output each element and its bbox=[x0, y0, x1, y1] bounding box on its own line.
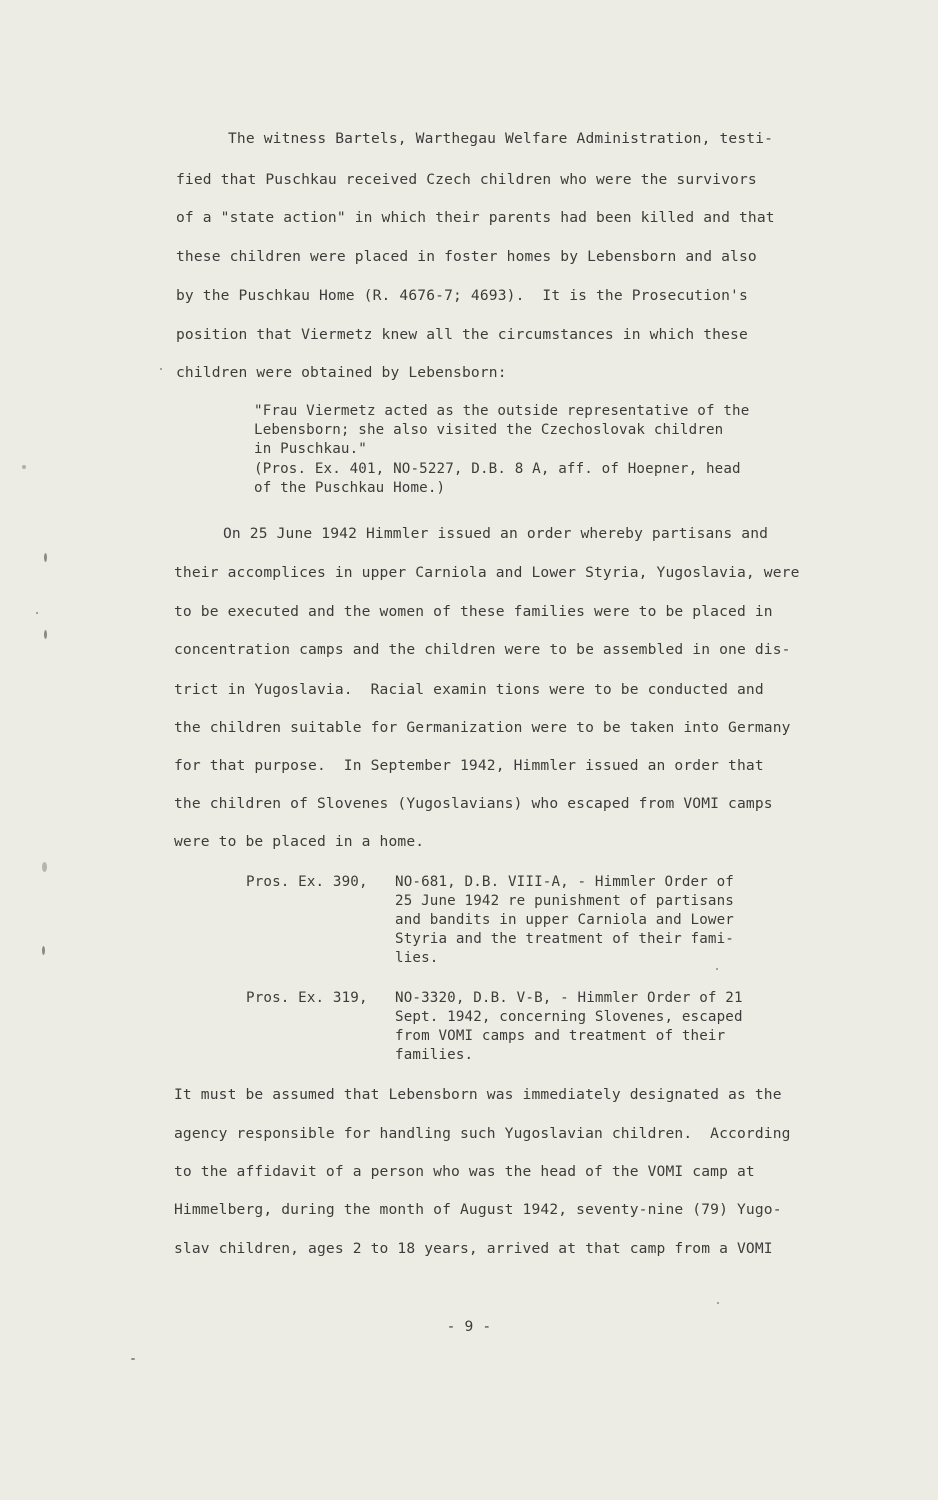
paragraph-line: of a "state action" in which their parents had been killed and that bbox=[176, 209, 775, 226]
paragraph-line: to be executed and the women of these families were to be placed in bbox=[174, 603, 773, 620]
exhibit-line: from VOMI camps and treatment of their bbox=[395, 1028, 726, 1044]
paragraph-line: position that Viermetz knew all the circumstances in which these bbox=[176, 326, 748, 343]
exhibit-line: Styria and the treatment of their fami- bbox=[395, 931, 734, 947]
paragraph-line: agency responsible for handling such Yugoslavian children. According bbox=[174, 1125, 791, 1142]
paragraph-line: for that purpose. In September 1942, Himmler issued an order that bbox=[174, 757, 764, 774]
paragraph-line: trict in Yugoslavia. Racial examin tions were to be conducted and bbox=[174, 681, 764, 698]
scan-speck bbox=[36, 612, 38, 614]
paragraph-line: by the Puschkau Home (R. 4676-7; 4693). It is the Prosecution's bbox=[176, 287, 748, 304]
exhibit-ref: Pros. Ex. 390, bbox=[246, 874, 368, 890]
exhibit-line: NO-681, D.B. VIII-A, - Himmler Order of bbox=[395, 874, 734, 890]
paragraph-line: the children suitable for Germanization were to be taken into Germany bbox=[174, 719, 791, 736]
binder-mark bbox=[42, 946, 45, 955]
paragraph-line: were to be placed in a home. bbox=[174, 833, 425, 850]
quote-line: "Frau Viermetz acted as the outside representative of the bbox=[254, 403, 750, 419]
paragraph-line: Himmelberg, during the month of August 1942, seventy-nine (79) Yugo- bbox=[174, 1201, 782, 1218]
paragraph-line: to the affidavit of a person who was the head of the VOMI camp at bbox=[174, 1163, 755, 1180]
paragraph-line: It must be assumed that Lebensborn was immediately designated as the bbox=[174, 1086, 782, 1103]
quote-line: in Puschkau." bbox=[254, 441, 367, 457]
exhibit-line: lies. bbox=[395, 950, 439, 966]
scan-speck bbox=[717, 1302, 719, 1304]
paragraph-line: The witness Bartels, Warthegau Welfare Administration, testi- bbox=[228, 130, 774, 147]
binder-mark bbox=[44, 630, 47, 639]
paragraph-line: the children of Slovenes (Yugoslavians) who escaped from VOMI camps bbox=[174, 795, 773, 812]
scan-speck bbox=[160, 368, 162, 370]
exhibit-ref: Pros. Ex. 319, bbox=[246, 990, 368, 1006]
exhibit-line: 25 June 1942 re punishment of partisans bbox=[395, 893, 734, 909]
quote-citation: of the Puschkau Home.) bbox=[254, 480, 446, 496]
paragraph-line: their accomplices in upper Carniola and Lower Styria, Yugoslavia, were bbox=[174, 564, 800, 581]
paragraph-line: children were obtained by Lebensborn: bbox=[176, 364, 507, 381]
page-number: - 9 - bbox=[446, 1318, 492, 1335]
exhibit-line: and bandits in upper Carniola and Lower bbox=[395, 912, 734, 928]
binder-mark bbox=[42, 862, 47, 872]
paragraph-line: these children were placed in foster homes by Lebensborn and also bbox=[176, 248, 757, 265]
exhibit-line: families. bbox=[395, 1047, 474, 1063]
paragraph-line: On 25 June 1942 Himmler issued an order whereby partisans and bbox=[223, 525, 769, 542]
scan-speck bbox=[131, 1358, 135, 1360]
exhibit-line: Sept. 1942, concerning Slovenes, escaped bbox=[395, 1009, 743, 1025]
paragraph-line: concentration camps and the children were to be assembled in one dis- bbox=[174, 641, 791, 658]
quote-line: Lebensborn; she also visited the Czechoslovak children bbox=[254, 422, 724, 438]
binder-mark bbox=[44, 553, 47, 562]
paragraph-line: slav children, ages 2 to 18 years, arrived at that camp from a VOMI bbox=[174, 1240, 773, 1257]
scan-speck bbox=[22, 465, 26, 469]
exhibit-line: NO-3320, D.B. V-B, - Himmler Order of 21 bbox=[395, 990, 743, 1006]
scan-speck bbox=[716, 968, 718, 970]
paragraph-line: fied that Puschkau received Czech children who were the survivors bbox=[176, 171, 757, 188]
quote-citation: (Pros. Ex. 401, NO-5227, D.B. 8 A, aff. of Hoepner, head bbox=[254, 461, 741, 477]
